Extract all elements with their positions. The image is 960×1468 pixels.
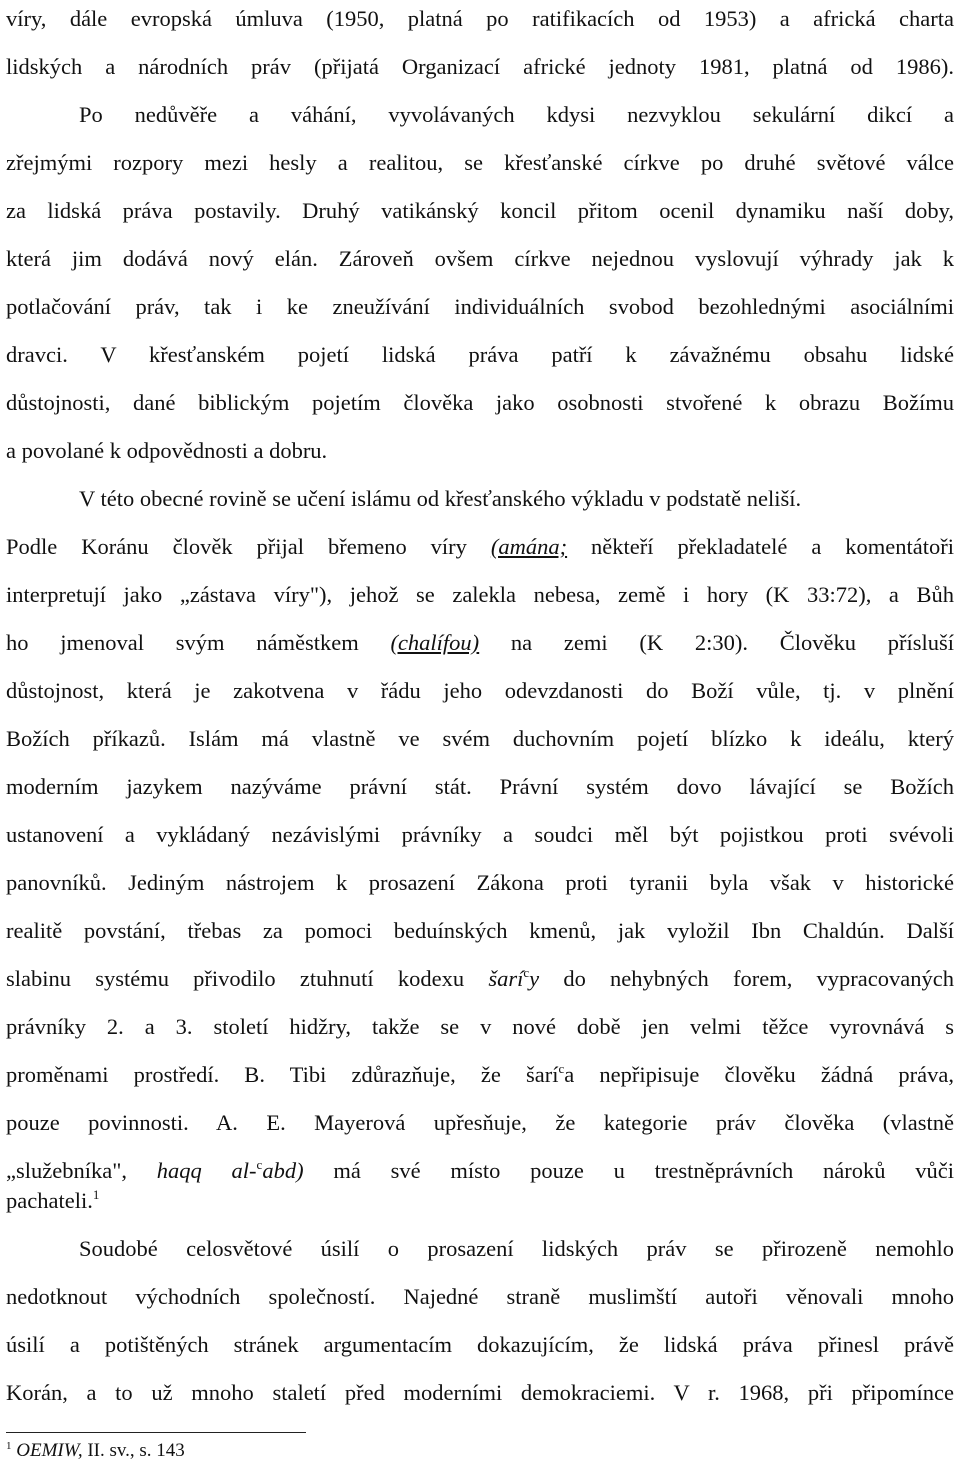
text-run: interpretují jako „zástava víry"), jehož se zalekla nebesa, země i hory (K 33:72), a Bůh (6, 582, 954, 607)
text-line (6, 580, 954, 610)
text-line (79, 100, 954, 130)
text-line (6, 1156, 954, 1186)
text-line (6, 628, 954, 658)
text-run: za lidská práva postavily. Druhý vatikánský koncil přitom ocenil dynamiku naší doby, (6, 198, 954, 223)
text-run: ho jmenoval svým náměstkem (6, 630, 391, 655)
text-run: šarí (488, 966, 524, 991)
text-run: ustanovení a vykládaný nezávislými právníky a soudci měl být pojistkou proti svévoli (6, 822, 954, 847)
text-line (6, 1060, 954, 1090)
text-run: někteří překladatelé a komentátoři (567, 534, 954, 559)
text-run: pachateli. (6, 1188, 93, 1213)
text-run: do nehybných forem, vypracovaných (539, 966, 954, 991)
text-line (6, 676, 954, 706)
text-run: pouze povinnosti. A. E. Mayerová upřesňuje, že kategorie práv člověka (vlastně (6, 1110, 954, 1135)
footnote (6, 1438, 185, 1464)
text-line (6, 340, 954, 370)
text-line (6, 868, 954, 898)
text-line (6, 1186, 954, 1216)
text-run: moderním jazykem nazýváme právní stát. Právní systém dovo lávající se Božích (6, 774, 954, 799)
text-run: panovníků. Jediným nástrojem k prosazení Zákona proti tyranii byla však v historické (6, 870, 954, 895)
text-run: proměnami prostředí. B. Tibi zdůrazňuje, že šarí (6, 1062, 559, 1087)
text-line (6, 52, 954, 82)
text-run: na zemi (K 2:30). Člověku přísluší (479, 630, 954, 655)
text-line (6, 532, 954, 562)
text-run: y (529, 966, 540, 991)
footnote-separator (6, 1432, 306, 1433)
text-run: (chalífou) (390, 630, 480, 655)
superscript-text: 1 (92, 1187, 100, 1202)
text-run: V této obecné rovině se učení islámu od křesťanského výkladu v podstatě neliší. (79, 486, 802, 511)
text-line (6, 196, 954, 226)
text-line (6, 1012, 954, 1042)
text-line (6, 292, 954, 322)
text-run: víry, dále evropská úmluva (1950, platná po ratifikacích od 1953) a africká charta (6, 6, 954, 31)
text-run: haqq al- (156, 1158, 257, 1183)
text-run: Soudobé celosvětové úsilí o prosazení lidských práv se přirozeně nemohlo (79, 1236, 954, 1261)
text-run: realitě povstání, třebas za pomoci beduínských kmenů, jak vyložil Ibn Chaldún. Další (6, 918, 954, 943)
text-run: a nepřipisuje člověku žádná práva, (564, 1062, 954, 1087)
text-run: lidských a národních práv (přijatá Organizací africké jednoty 1981, platná od 1986). (6, 54, 954, 79)
text-line (79, 1234, 954, 1264)
superscript-text: 1 (6, 1440, 12, 1452)
text-run: potlačování práv, tak i ke zneužívání individuálních svobod bezohlednými asociálními (6, 294, 954, 319)
text-line (6, 1330, 954, 1360)
text-line (6, 964, 954, 994)
text-run: nedotknout východních společností. Najedné straně muslimští autoři věnovali mnoho (6, 1284, 954, 1309)
text-run: důstojnost, která je zakotvena v řádu jeho odevzdanosti do Boží vůle, tj. v plnění (6, 678, 954, 703)
text-run: a povolané k odpovědnosti a dobru. (6, 438, 328, 463)
text-run: Podle Koránu člověk přijal břemeno víry (6, 534, 491, 559)
text-run: OEMIW, (16, 1440, 83, 1461)
text-line (6, 724, 954, 754)
text-line (79, 484, 954, 514)
text-run: úsilí a potištěných stránek argumentacím dokazujícím, že lidská práva přinesl právě (6, 1332, 954, 1357)
text-run: zřejmými rozpory mezi hesly a realitou, se křesťanské církve po druhé světové válce (6, 150, 954, 175)
text-line (6, 4, 954, 34)
text-run: která jim dodává nový elán. Zároveň ovšem církve nejednou vyslovují výhrady jak k (6, 246, 954, 271)
text-line (6, 916, 954, 946)
superscript-text: c (523, 965, 530, 980)
superscript-text: c (256, 1157, 263, 1172)
text-run: důstojnosti, dané biblickým pojetím člověka jako osobnosti stvořené k obrazu Božímu (6, 390, 954, 415)
text-line (6, 1108, 954, 1138)
text-run: právníky 2. a 3. století hidžry, takže se v nové době jen velmi těžce vyrovnává s (6, 1014, 954, 1039)
text-run: Po nedůvěře a váhání, vyvolávaných kdysi nezvyklou sekulární dikcí a (79, 102, 954, 127)
text-run: (amána; (490, 534, 568, 559)
text-line (6, 388, 954, 418)
text-line (6, 772, 954, 802)
text-run: II. sv., s. 143 (82, 1440, 185, 1461)
text-run: „služebníka", (6, 1158, 157, 1183)
text-line (6, 1282, 954, 1312)
text-run: Božích příkazů. Islám má vlastně ve svém duchovním pojetí blízko k ideálu, který (6, 726, 954, 751)
text-line (6, 148, 954, 178)
text-run: má své místo pouze u trestněprávních nároků vůči (303, 1158, 955, 1183)
text-line (6, 244, 954, 274)
text-line (6, 1378, 954, 1408)
text-run: Korán, a to už mnoho staletí před moderními demokraciemi. V r. 1968, při připomínce (6, 1380, 954, 1405)
text-line (6, 436, 954, 466)
text-line (6, 820, 954, 850)
text-run: slabinu systému přivodilo ztuhnutí kodexu (6, 966, 489, 991)
text-run: dravci. V křesťanském pojetí lidská práva patří k závažnému obsahu lidské (6, 342, 954, 367)
text-run: abd) (262, 1158, 304, 1183)
superscript-text: c (558, 1061, 565, 1076)
